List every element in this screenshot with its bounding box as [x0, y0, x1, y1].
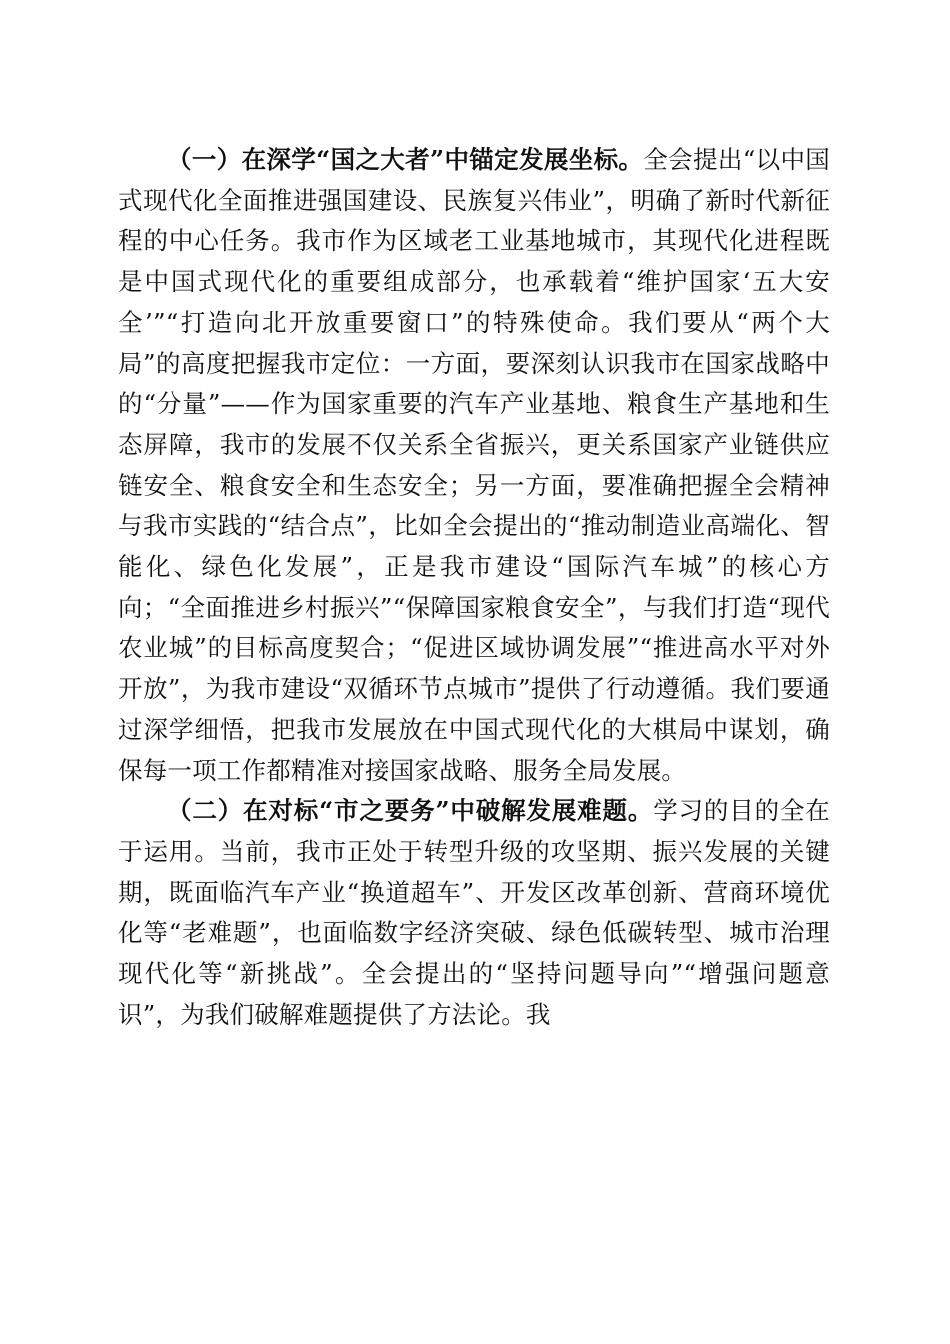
- paragraph-text-2: 学习的目的全在于运用。当前，我市正处于转型升级的攻坚期、振兴发展的关键期，既面临汽车产业“换道超车”、开发区改革创新、营商环境优化等“老难题”，也面临数字经济突破、绿色低碳转型、城市治理现代化等“新挑战”。全会提出的“坚持问题导向”“增强问题意识”，为我们破解难题提供了方法论。我: [118, 796, 830, 1029]
- paragraph-2: [118, 791, 830, 1035]
- section-heading-2: （二）在对标“市之要务”中破解发展难题。: [167, 796, 654, 826]
- paragraph-text-1: 全会提出“以中国式现代化全面推进强国建设、民族复兴伟业”，明确了新时代新征程的中心任务。我市作为区域老工业基地城市，其现代化进程既是中国式现代化的重要组成部分，也承载着“维护国家‘五大安全’”“打造向北开放重要窗口”的特殊使命。我们要从“两个大局”的高度把握我市定位：一方面，要深刻认识我市在国家战略中的“分量”——作为国家重要的汽车产业基地、粮食生产基地和生态屏障，我市的发展不仅关系全省振兴，更关系国家产业链供应链安全、粮食安全和生态安全；另一方面，要准确把握全会精神与我市实践的“结合点”，比如全会提出的“推动制造业高端化、智能化、绿色化发展”，正是我市建设“国际汽车城”的核心方向；“全面推进乡村振兴”“保障国家粮食安全”，与我们打造“现代农业城”的目标高度契合；“促进区域协调发展”“推进高水平对外开放”，为我市建设“双循环节点城市”提供了行动遵循。我们要通过深学细悟，把我市发展放在中国式现代化的大棋局中谋划，确保每一项工作都精准对接国家战略、服务全局发展。: [118, 145, 831, 785]
- paragraph-1: [118, 140, 830, 791]
- section-heading-1: （一）在深学“国之大者”中锚定发展坐标。: [167, 145, 644, 174]
- document-body: [118, 140, 830, 1035]
